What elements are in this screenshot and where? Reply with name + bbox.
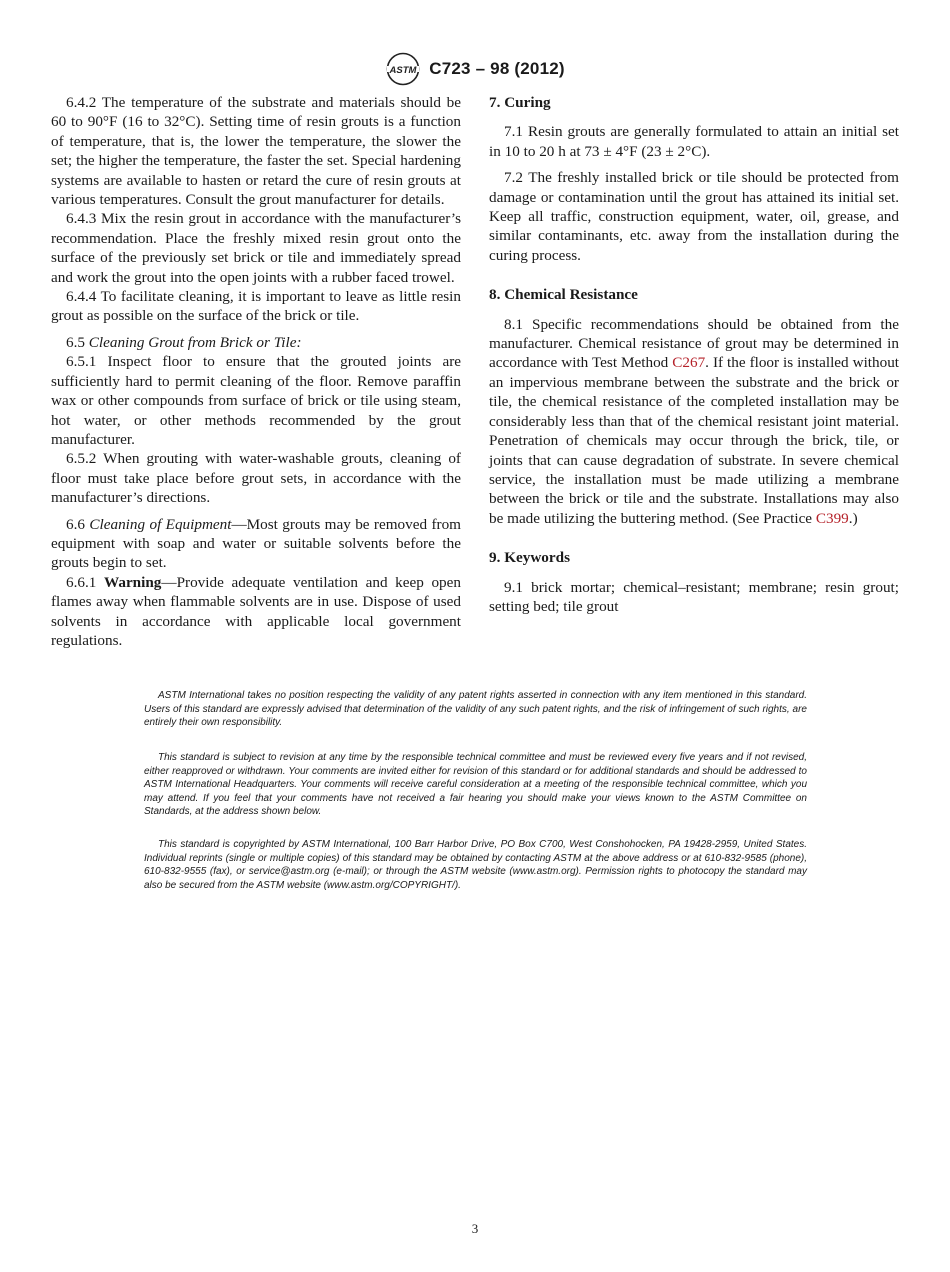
paragraph-6-6-1 [51,573,461,651]
section-number: 6.5 [66,333,85,351]
paragraph-6-5-2: 6.5.2 When grouting with water-washable grouts, cleaning of floor must take place before grout sets, in accordance with the manufacturer’s directions. [51,450,461,507]
section-text: —Provide adequate ventilation and keep open flames away when flammable solvents are in use. Dispose of used solvents in accordance with applicable local government regulations. [51,573,461,649]
paragraph-6-4-3: 6.4.3 Mix the resin grout in accordance with the manufacturer’s recommendation. Place the freshly mixed resin grout onto the surface of the previously set brick or tile and immediately spread and work the grout into the open joints with a rubber faced trowel. [51,210,461,286]
astm-logo-icon [385,52,421,86]
section-text: —Most grouts may be removed from equipment with soap and water or suitable solvents before the grouts begin to set. [51,515,461,572]
paragraph-9-1: 9.1 brick mortar; chemical–resistant; membrane; resin grout; setting bed; tile grout [489,578,899,615]
patent-notice-text: ASTM International takes no position respecting the validity of any patent rights asserted in connection with any item mentioned in this standard. Users of this standard are expressly advised that determination of the validity of any such patent rights, and the risk of infringement of such rights, are entirely their own responsibility. [144,690,807,729]
section-title: Cleaning Grout from Brick or Tile: [88,333,302,351]
paragraph-6-5-1: 6.5.1 Inspect floor to ensure that the grouted joints are sufficiently hard to permit cleaning of the floor. Remove paraffin wax or other compounds from surface of brick or tile using steam, hot water, or other methods recommended by the grout manufacturer. [51,353,461,448]
paragraph-6-4-4: 6.4.4 To facilitate cleaning, it is important to leave as little resin grout as possible on the surface of the brick or tile. [51,288,461,325]
astm-logo-text: ASTM [389,65,417,76]
paragraph-text: .) [848,509,858,527]
heading-keywords: 9. Keywords [489,549,570,567]
link-c399[interactable]: C399 [815,509,849,527]
patent-notice [144,689,807,730]
standard-designation: C723 – 98 (2012) [429,59,565,78]
section-number: 6.6 [66,515,85,533]
right-column [489,93,899,616]
paragraph-6-5 [51,333,461,352]
link-c267[interactable]: C267 [672,354,706,372]
page-number: 3 [471,1221,479,1236]
heading-curing: 7. Curing [489,94,551,111]
copyright-notice [144,838,807,892]
revision-notice [144,751,807,819]
section-number: 6.6.1 [66,573,97,591]
revision-notice-text: This standard is subject to revision at any time by the responsible technical committee and must be reviewed every five years and if not revised, either reapproved or withdrawn. Your comments are invited either for revision of this standard or for additional standards and should be addressed to ASTM International Headquarters. Your comments will receive careful consideration at a meeting of the responsible technical committee, which you may attend. If you feel that your comments have not received a fair hearing you should make your views known to the ASTM Committee on Standards, at the address shown below. [144,752,807,818]
paragraph-7-2: 7.2 The freshly installed brick or tile should be protected from damage or contamination until the grout has attained its initial set. Keep all traffic, construction equipment, water, oil, grease, and similar contaminants, etc. away from the installation during the curing process. [489,169,899,264]
left-column [51,93,461,650]
paragraph-7-1: 7.1 Resin grouts are generally formulated to attain an initial set in 10 to 20 h at 73 ± 4°F (23 ± 2°C). [489,123,899,160]
page-header [0,52,950,86]
section-title: Cleaning of Equipment [89,515,232,533]
paragraph-8-1 [489,315,899,528]
paragraph-6-4-2: 6.4.2 The temperature of the substrate and materials should be 60 to 90°F (16 to 32°C). Setting time of resin grouts is a function of temperature, that is, the lower the temperature, the slower the set; the higher the temperature, the faster the set. Special hardening systems are available to hasten or retard the cure of resin grouts at various temperatures. Consult the grout manufacturer for details. [51,94,461,209]
heading-chemical-resistance: 8. Chemical Resistance [489,286,638,304]
paragraph-6-6 [51,515,461,573]
warning-label: Warning [104,573,162,591]
paragraph-text: 8.1 Specific recommendations should be obtained from the manufacturer. Chemical resistance of grout may be determined in accordance with Test Method [489,315,899,372]
paragraph-text: . If the floor is installed without an impervious membrane between the substrate and the brick or tile, the chemical resistance of the completed installation may be considerably less than that of the chemical resistant joint material. Penetration of chemicals may occur through the brick, tile, or joints that can cause degradation of substrate. In severe chemical service, the installation must be made utilizing a membrane between the brick or tile and the substrate. Installations may also be made utilizing the buttering method. (See Practice [489,354,900,527]
copyright-notice-text: This standard is copyrighted by ASTM International, 100 Barr Harbor Drive, PO Box C700, West Conshohocken, PA 19428-2959, United States. Individual reprints (single or multiple copies) of this standard may be obtained by contacting ASTM at the above address or at 610-832-9585 (phone), 610-832-9555 (fax), or service@astm.org (e-mail); or through the ASTM website (www.astm.org). Permission rights to photocopy the standard may also be secured from the ASTM website (www.astm.org/COPYRIGHT/). [144,839,807,891]
